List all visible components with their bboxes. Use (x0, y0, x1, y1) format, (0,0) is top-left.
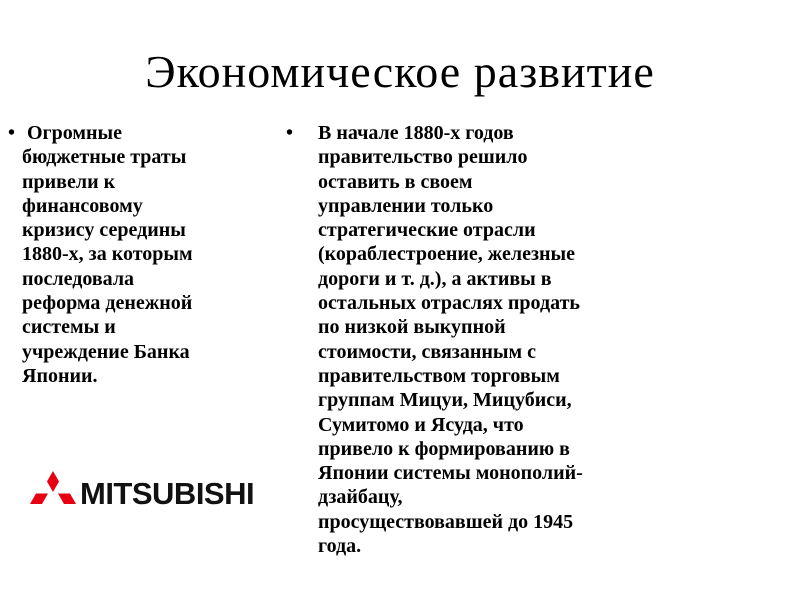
bullet-icon: • (286, 122, 294, 144)
mitsubishi-logo (30, 470, 270, 520)
text-line: управлении только (318, 194, 494, 217)
text-line: (кораблестроение, железные (318, 243, 576, 266)
left-column-text (22, 121, 277, 388)
text-line: года. (318, 535, 362, 558)
three-diamonds-icon (30, 470, 76, 516)
text-line: стратегические отрасли (318, 219, 536, 242)
text-line: Огромные (22, 122, 123, 144)
text-line: В начале 1880-х годов (318, 122, 514, 144)
logo-wordmark: MITSUBISHI (80, 476, 255, 511)
text-line: по низкой выкупной (318, 316, 506, 339)
text-line: просуществовавшей до 1945 (318, 510, 574, 533)
bullet-icon: • (8, 122, 16, 144)
text-line: привело к формированию в (318, 437, 570, 460)
text-line: финансовому (22, 194, 143, 217)
text-line: бюджетные траты (22, 146, 187, 169)
text-line: Японии системы монополий- (318, 462, 583, 485)
text-line: дороги и т. д.), а активы в (318, 267, 552, 290)
text-line: оставить в своем (318, 170, 473, 193)
text-line: последовала (22, 267, 135, 290)
text-line: Сумитомо и Ясуда, что (318, 413, 524, 436)
text-line: системы и (22, 316, 116, 339)
text-line: правительство решило (318, 146, 528, 169)
text-line: дзайбацу, (318, 486, 403, 509)
text-line: группам Мицуи, Мицубиси, (318, 389, 572, 412)
text-line: остальных отраслях продать (318, 292, 580, 315)
text-line: правительством торговым (318, 364, 560, 387)
left-column (8, 121, 277, 388)
diamond-right (58, 494, 76, 505)
text-line: учреждение Банка (22, 340, 190, 363)
text-line: стоимости, связанным с (318, 340, 536, 363)
right-column (288, 121, 688, 558)
text-line: кризису середины (22, 219, 186, 242)
right-column-text (288, 121, 688, 558)
diamond-left (30, 494, 48, 505)
text-line: привели к (22, 170, 116, 193)
text-line: Японии. (22, 364, 98, 387)
diamond-top (47, 471, 59, 492)
text-line: реформа денежной (22, 292, 193, 315)
slide-title: Экономическое развитие (145, 46, 655, 97)
text-line: 1880-х, за которым (22, 243, 193, 266)
